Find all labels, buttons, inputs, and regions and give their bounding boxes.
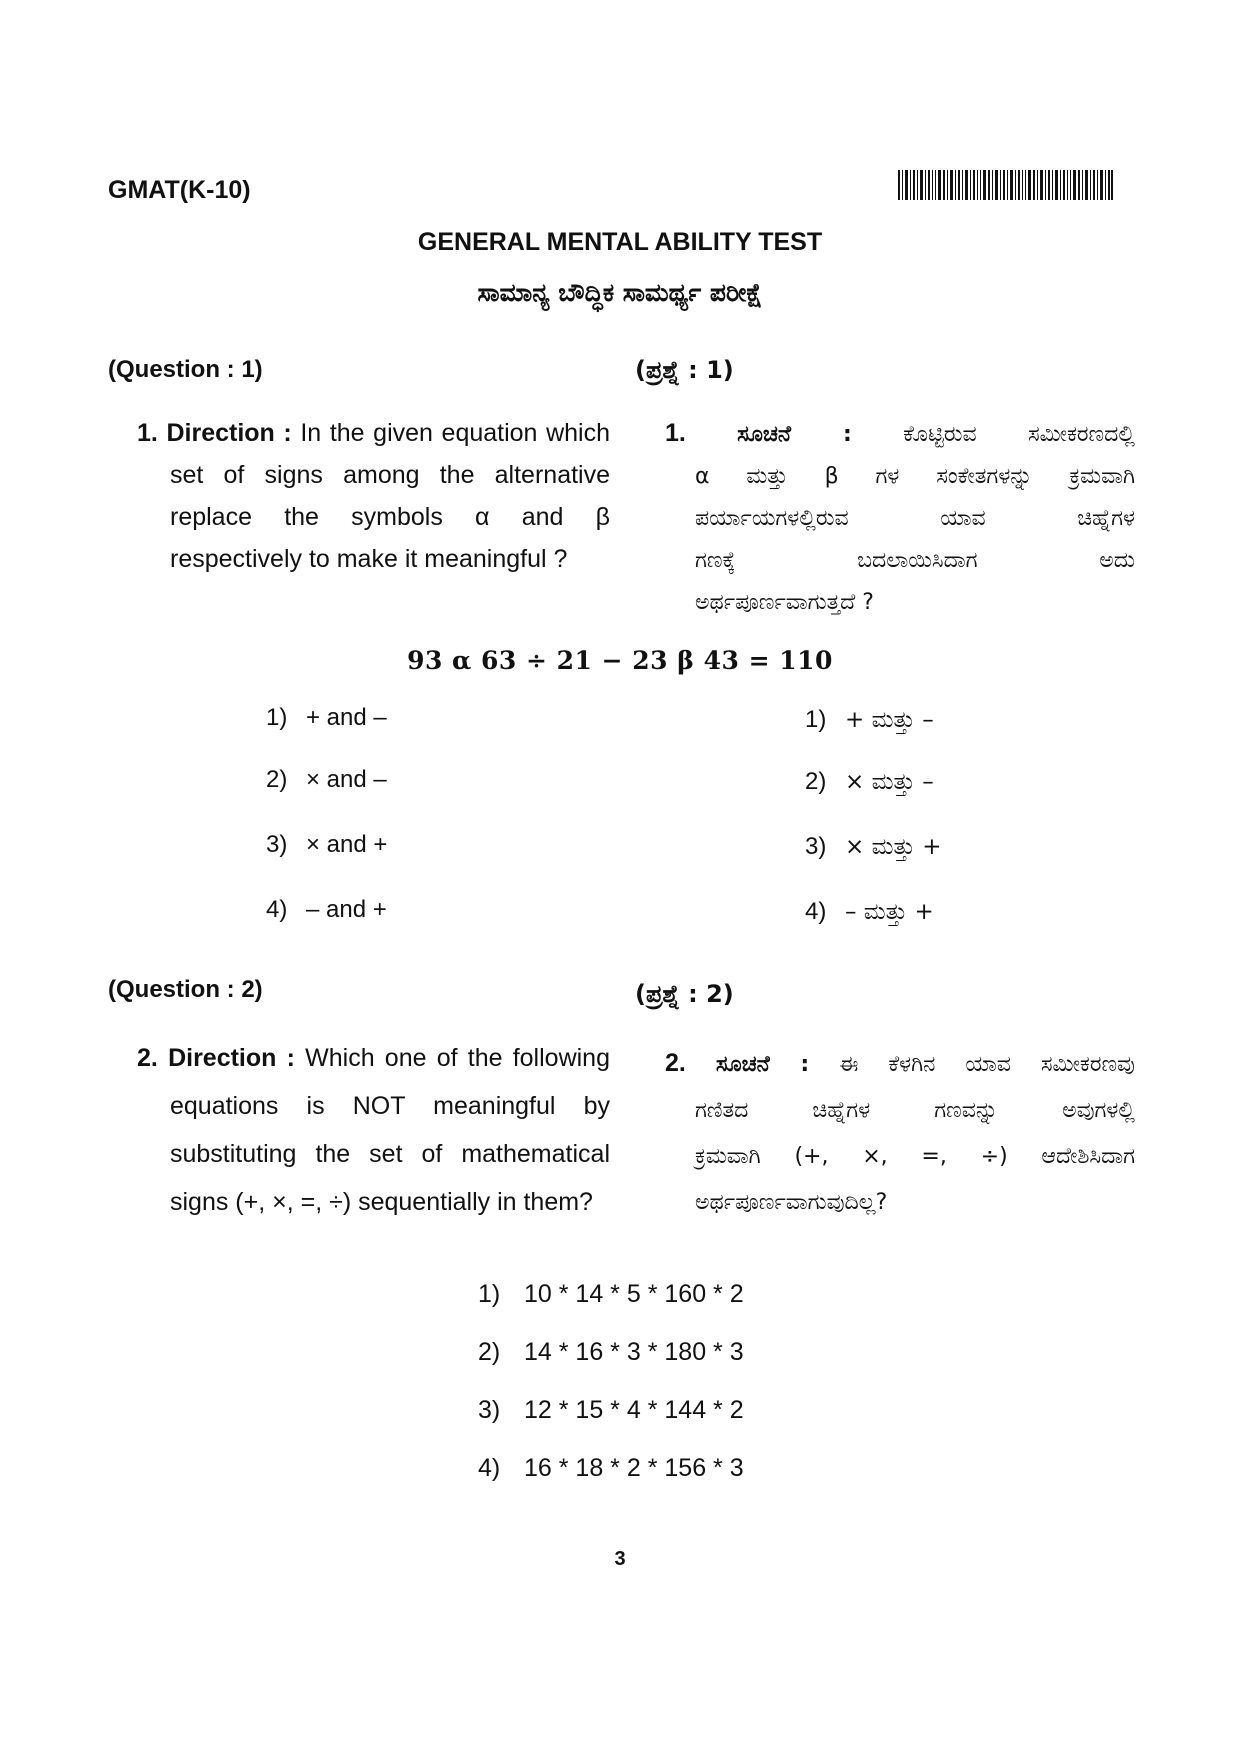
question-2-direction-kannada xyxy=(665,1040,1135,1226)
direction-label: ಸೂಚನೆ : xyxy=(737,422,852,447)
question-1-direction-kannada xyxy=(665,412,1135,624)
direction-line: respectively to make it meaningful ? xyxy=(170,545,568,573)
direction-line: ಈ ಕೆಳಗಿನ ಯಾವ ಸಮೀಕರಣವು xyxy=(839,1052,1135,1077)
option-1-kannada: 1) + ಮತ್ತು – xyxy=(805,706,934,733)
direction-line: substituting the set of mathematical xyxy=(170,1140,610,1168)
direction-line: Which one of the following xyxy=(305,1044,610,1072)
question-2-option-2: 2) 14 * 16 * 3 * 180 * 3 xyxy=(478,1338,744,1366)
direction-line: ಪರ್ಯಾಯಗಳಲ್ಲಿರುವ ಯಾವ ಚಿಹ್ನೆಗಳ xyxy=(695,506,1135,531)
direction-line: ಗಣಕ್ಕೆ ಬದಲಾಯಿಸಿದಾಗ ಅದು xyxy=(695,548,1135,573)
test-title-kannada: ಸಾಮಾನ್ಯ ಬೌದ್ಧಿಕ ಸಾಮರ್ಥ್ಯ ಪರೀಕ್ಷೆ xyxy=(477,278,763,307)
option-2-english: 2) × and – xyxy=(266,766,387,793)
option-3-kannada: 3) × ಮತ್ತು + xyxy=(805,833,942,860)
question-1-equation: 93 α 63 ÷ 21 − 23 β 43 = 110 xyxy=(407,646,833,675)
direction-line: set of signs among the alternative xyxy=(170,461,610,489)
direction-line: equations is NOT meaningful by xyxy=(170,1092,610,1120)
direction-label: ಸೂಚನೆ : xyxy=(715,1052,810,1077)
question-2-heading-english: (Question : 2) xyxy=(108,976,263,1003)
option-1-english: 1) + and – xyxy=(266,704,387,731)
direction-line: ಅರ್ಥಪೂರ್ಣವಾಗುವುದಿಲ್ಲ? xyxy=(695,1190,888,1215)
question-number: 1. xyxy=(137,419,158,447)
option-2-kannada: 2) × ಮತ್ತು – xyxy=(805,768,934,795)
question-1-direction-english xyxy=(137,412,610,580)
question-2-option-4: 4) 16 * 18 * 2 * 156 * 3 xyxy=(478,1454,744,1482)
direction-line: ಕೊಟ್ಟಿರುವ ಸಮೀಕರಣದಲ್ಲಿ xyxy=(903,422,1135,447)
question-number: 1. xyxy=(665,419,686,447)
direction-line: ಕ್ರಮವಾಗಿ (+, ×, =, ÷) ಆದೇಶಿಸಿದಾಗ xyxy=(695,1144,1135,1169)
question-2-option-3: 3) 12 * 15 * 4 * 144 * 2 xyxy=(478,1396,744,1424)
question-2-option-1: 1) 10 * 14 * 5 * 160 * 2 xyxy=(478,1280,744,1308)
question-2-heading-kannada: (ಪ್ರಶ್ನೆ : 2) xyxy=(635,980,734,1008)
question-number: 2. xyxy=(665,1049,686,1077)
paper-code: GMAT(K-10) xyxy=(108,176,251,204)
direction-line: ಅರ್ಥಪೂರ್ಣವಾಗುತ್ತದೆ ? xyxy=(695,590,874,615)
question-1-heading-kannada: (ಪ್ರಶ್ನೆ : 1) xyxy=(635,356,734,384)
direction-label: Direction : xyxy=(168,1044,295,1072)
direction-label: Direction : xyxy=(166,419,292,447)
question-number: 2. xyxy=(137,1044,158,1072)
option-4-english: 4) – and + xyxy=(266,896,387,923)
question-1-heading-english: (Question : 1) xyxy=(108,356,263,383)
option-4-kannada: 4) – ಮತ್ತು + xyxy=(805,898,934,925)
option-3-english: 3) × and + xyxy=(266,831,388,858)
page-number: 3 xyxy=(614,1548,626,1570)
test-title-english: GENERAL MENTAL ABILITY TEST xyxy=(417,228,823,256)
question-2-direction-english xyxy=(137,1034,610,1226)
direction-line: α ಮತ್ತು β ಗಳ ಸಂಕೇತಗಳನ್ನು ಕ್ರಮವಾಗಿ xyxy=(695,464,1135,489)
direction-line: signs (+, ×, =, ÷) sequentially in them? xyxy=(170,1188,593,1216)
direction-line: replace the symbols α and β xyxy=(170,503,610,531)
direction-line: ಗಣಿತದ ಚಿಹ್ನೆಗಳ ಗಣವನ್ನು ಅವುಗಳಲ್ಲಿ xyxy=(695,1098,1135,1123)
direction-line: In the given equation which xyxy=(300,419,610,447)
barcode xyxy=(898,170,1113,200)
